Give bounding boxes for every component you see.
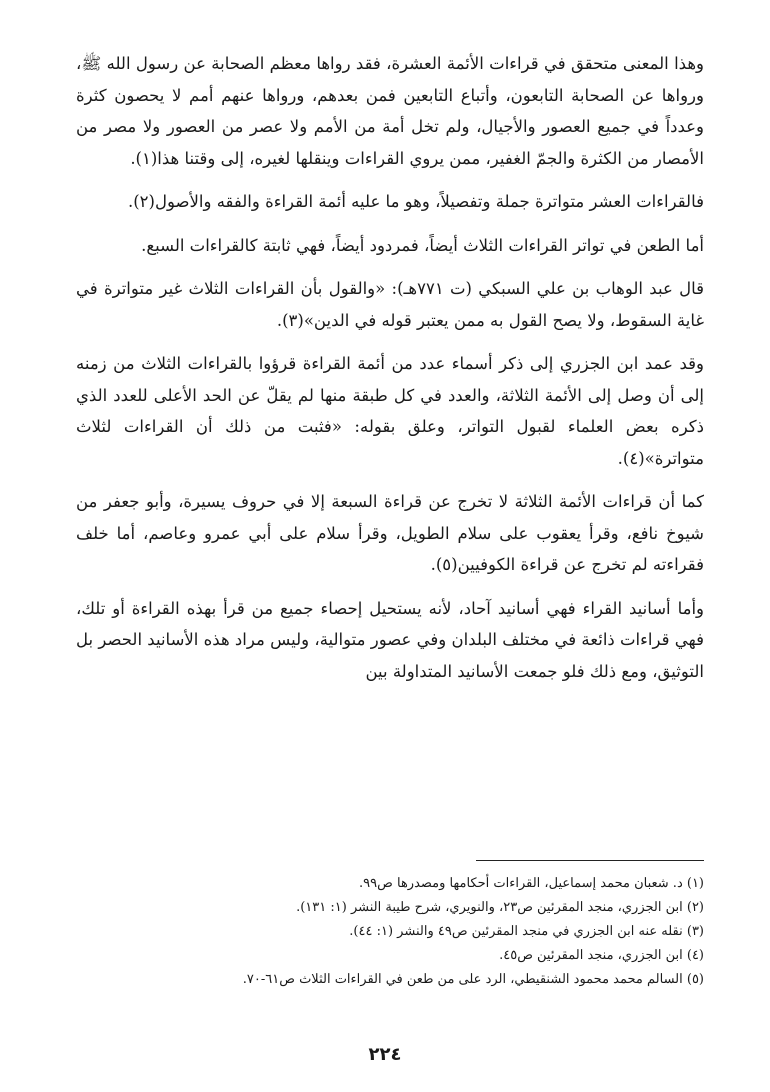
page-body [76,48,704,987]
paragraph-7: وأما أسانيد القراء فهي أسانيد آحاد، لأنه يستحيل إحصاء جميع من قرأ بهذه القراءة أو تلك، فهي قراءات ذائعة في مختلف البلدان وفي عصور متوالية، وليس مراد هذه الأسانيد الحصر بل التوثيق، ومع ذلك فلو جمعت الأسانيد المتداولة بين [76,598,704,681]
footnote-divider [476,860,704,861]
paragraph-5: وقد عمد ابن الجزري إلى ذكر أسماء عدد من أئمة القراءة قرؤوا بالقراءات الثلاث من زمنه إلى أن وصل إلى الأئمة الثلاثة، والعدد في كل طبقة منها لم يقلّ عن الحد الأعلى للعدد الذي ذكره بعض العلماء لقبول التواتر، وعلق بقوله: «فثبت من ذلك أن القراءات لثلاث متواترة»(٤). [76,354,704,468]
footnote-1: (١) د. شعبان محمد إسماعيل، القراءات أحكامها ومصدرها ص٩٩. [359,876,704,891]
paragraph-4: قال عبد الوهاب بن علي السبكي (ت ٧٧١هـ): «والقول بأن القراءات الثلاث غير متواترة في غاية السقوط، ولا يصح القول به ممن يعتبر قوله في الدين»(٣). [76,279,704,330]
page-number: ٢٢٤ [368,1044,402,1065]
paragraph-3: أما الطعن في تواتر القراءات الثلاث أيضاً، فمردود أيضاً، فهي ثابتة كالقراءات السبع. [141,235,704,255]
footnote-3: (٣) نقله عنه ابن الجزري في منجد المقرئين ص٤٩ والنشر (١: ٤٤). [349,924,704,939]
paragraph-1: وهذا المعنى متحقق في قراءات الأئمة العشرة، فقد رواها معظم الصحابة عن رسول الله ﷺ، ورواها عن الصحابة التابعون، وأتباع التابعين فمن بعدهم، ورواها عنهم أمم لا يحصون كثرة وعدداً في جميع العصور والأجيال، ولم تخل أمة من الأمم ولا عصر من العصور ولا مصر من الأمصار من الكثرة والجمّ الغفير، ممن يروي القراءات وينقلها لغيره، إلى وقتنا هذا(١). [76,54,704,168]
footnote-4: (٤) ابن الجزري، منجد المقرئين ص٤٥. [499,948,704,963]
footnote-5: (٥) السالم محمد محمود الشنقيطي، الرد على من طعن في القراءات الثلاث ص٦١-٧٠. [242,972,704,987]
paragraph-2: فالقراءات العشر متواترة جملة وتفصيلاً، وهو ما عليه أئمة القراءة والفقه والأصول(٢). [127,192,704,211]
footnote-2: (٢) ابن الجزري، منجد المقرئين ص٢٣، والنويري، شرح طيبة النشر (١: ١٣١). [296,900,704,915]
paragraph-6: كما أن قراءات الأئمة الثلاثة لا تخرج عن قراءة السبعة إلا في حروف يسيرة، وأبو جعفر من شيوخ نافع، وقرأ يعقوب على سلام الطويل، وقرأ سلام على أبي عمرو وعاصم، أما خلف فقراءته لم تخرج عن قراءة الكوفيين(٥). [76,492,704,574]
footnotes [76,872,704,992]
